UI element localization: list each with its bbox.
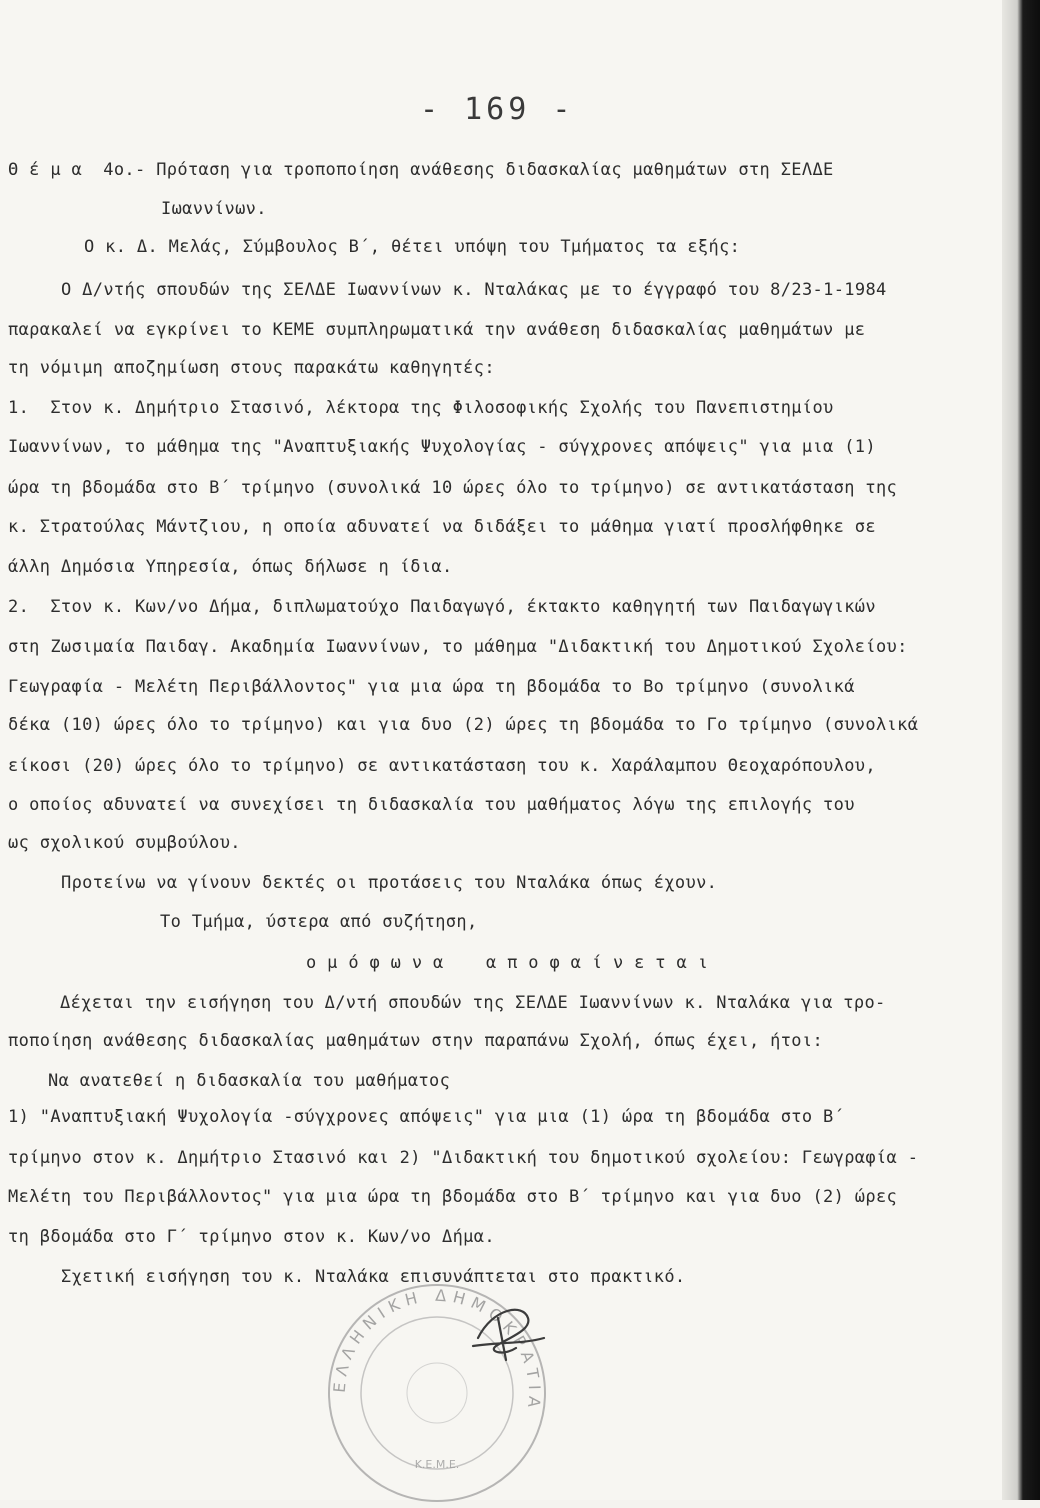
text-line: ως σχολικού συμβούλου. — [8, 833, 241, 853]
text-line: τη νόμιμη αποζημίωση στους παρακάτω καθηγητές: — [8, 358, 495, 378]
text-line: τη βδομάδα στο Γ΄ τρίμηνο στον κ. Κων/νο Δήμα. — [8, 1227, 495, 1247]
scan-edge — [1002, 0, 1040, 1500]
text-line: 2. Στον κ. Κων/νο Δήμα, διπλωματούχο Παιδαγωγό, έκτακτο καθηγητή των Παιδαγωγικών — [8, 597, 876, 617]
text-line: Ιωαννίνων. — [161, 199, 267, 219]
text-line: Ιωαννίνων, το μάθημα της "Αναπτυξιακής Ψυχολογίας - σύγχρονες απόψεις" για μια (1) — [8, 437, 876, 457]
text-line: άλλη Δημόσια Υπηρεσία, όπως δήλωσε η ίδια. — [8, 557, 453, 577]
text-line: Σχετική εισήγηση του κ. Νταλάκα επισυνάπτεται στο πρακτικό. — [61, 1267, 686, 1287]
text-line: ο οποίος αδυνατεί να συνεχίσει τη διδασκαλία του μαθήματος λόγω της επιλογής του — [8, 795, 855, 815]
text-line: ποποίηση ανάθεσης διδασκαλίας μαθημάτων στην παραπάνω Σχολή, όπως έχει, ήτοι: — [8, 1031, 824, 1051]
text-line: Δέχεται την εισήγηση του Δ/ντή σπουδών της ΣΕΛΔΕ Ιωαννίνων κ. Νταλάκα για τρο- — [60, 993, 886, 1013]
text-line: είκοσι (20) ώρες όλο το τρίμηνο) σε αντικατάσταση του κ. Χαράλαμπου Θεοχαρόπουλου, — [8, 756, 876, 776]
text-line: στη Ζωσιμαία Παιδαγ. Ακαδημία Ιωαννίνων, το μάθημα "Διδακτική του Δημοτικού Σχολείου: — [8, 637, 908, 657]
text-line: Μελέτη του Περιβάλλοντος" για μια ώρα τη βδομάδα στο Β΄ τρίμηνο και για δυο (2) ώρες — [8, 1187, 898, 1207]
text-line: Ο Δ/ντής σπουδών της ΣΕΛΔΕ Ιωαννίνων κ. Νταλάκας με το έγγραφό του 8/23-1-1984 — [61, 280, 887, 300]
text-line: δέκα (10) ώρες όλο το τρίμηνο) και για δυο (2) ώρες τη βδομάδα το Γο τρίμηνο (συνολικά — [8, 715, 919, 735]
text-line: παρακαλεί να εγκρίνει το ΚΕΜΕ συμπληρωματικά την ανάθεση διδασκαλίας μαθημάτων με — [8, 320, 866, 340]
text-line: Να ανατεθεί η διδασκαλία του μαθήματος — [48, 1071, 451, 1091]
text-line: κ. Στρατούλας Μάντζιου, η οποία αδυνατεί να διδάξει το μάθημα γιατί προσλήφθηκε σε — [8, 517, 876, 537]
text-line: Γεωγραφία - Μελέτη Περιβάλλοντος" για μια ώρα τη βδομάδα το Βο τρίμηνο (συνολικά — [8, 677, 855, 697]
text-line: 1) "Αναπτυξιακή Ψυχολογία -σύγχρονες απόψεις" για μια (1) ώρα τη βδομάδα στο Β΄ — [8, 1107, 845, 1127]
text-line: ώρα τη βδομάδα στο Β΄ τρίμηνο (συνολικά 10 ώρες όλο το τρίμηνο) σε αντικατάσταση της — [8, 478, 898, 498]
signature — [468, 1298, 548, 1368]
text-line: Το Τμήμα, ύστερα από συζήτηση, — [160, 912, 478, 932]
text-line: Προτείνω να γίνουν δεκτές οι προτάσεις του Νταλάκα όπως έχουν. — [61, 873, 718, 893]
text-line: τρίμηνο στον κ. Δημήτριο Στασινό και 2) "Διδακτική του δημοτικού σχολείου: Γεωγραφία - — [8, 1148, 919, 1168]
seal-text: ΕΛΛΗΝΙΚΗ ΔΗΜΟΚΡΑΤΙΑ — [329, 1285, 545, 1415]
page-number: - 169 - — [420, 92, 575, 127]
text-line: Ο κ. Δ. Μελάς, Σύμβουλος Β΄, θέτει υπόψη του Τμήματος τα εξής: — [84, 237, 741, 257]
decision-heading: ο μ ό φ ω ν α α π ο φ α ί ν ε τ α ι — [306, 953, 709, 973]
text-line: 1. Στον κ. Δημήτριο Στασινό, λέκτορα της Φιλοσοφικής Σχολής του Πανεπιστημίου — [8, 398, 834, 418]
seal-inner-text: Κ.Ε.Μ.Ε. — [414, 1458, 460, 1471]
topic-heading: Θ έ μ α 4ο.- Πρόταση για τροποποίηση ανάθεσης διδασκαλίας μαθημάτων στη ΣΕΛΔΕ — [8, 160, 834, 180]
